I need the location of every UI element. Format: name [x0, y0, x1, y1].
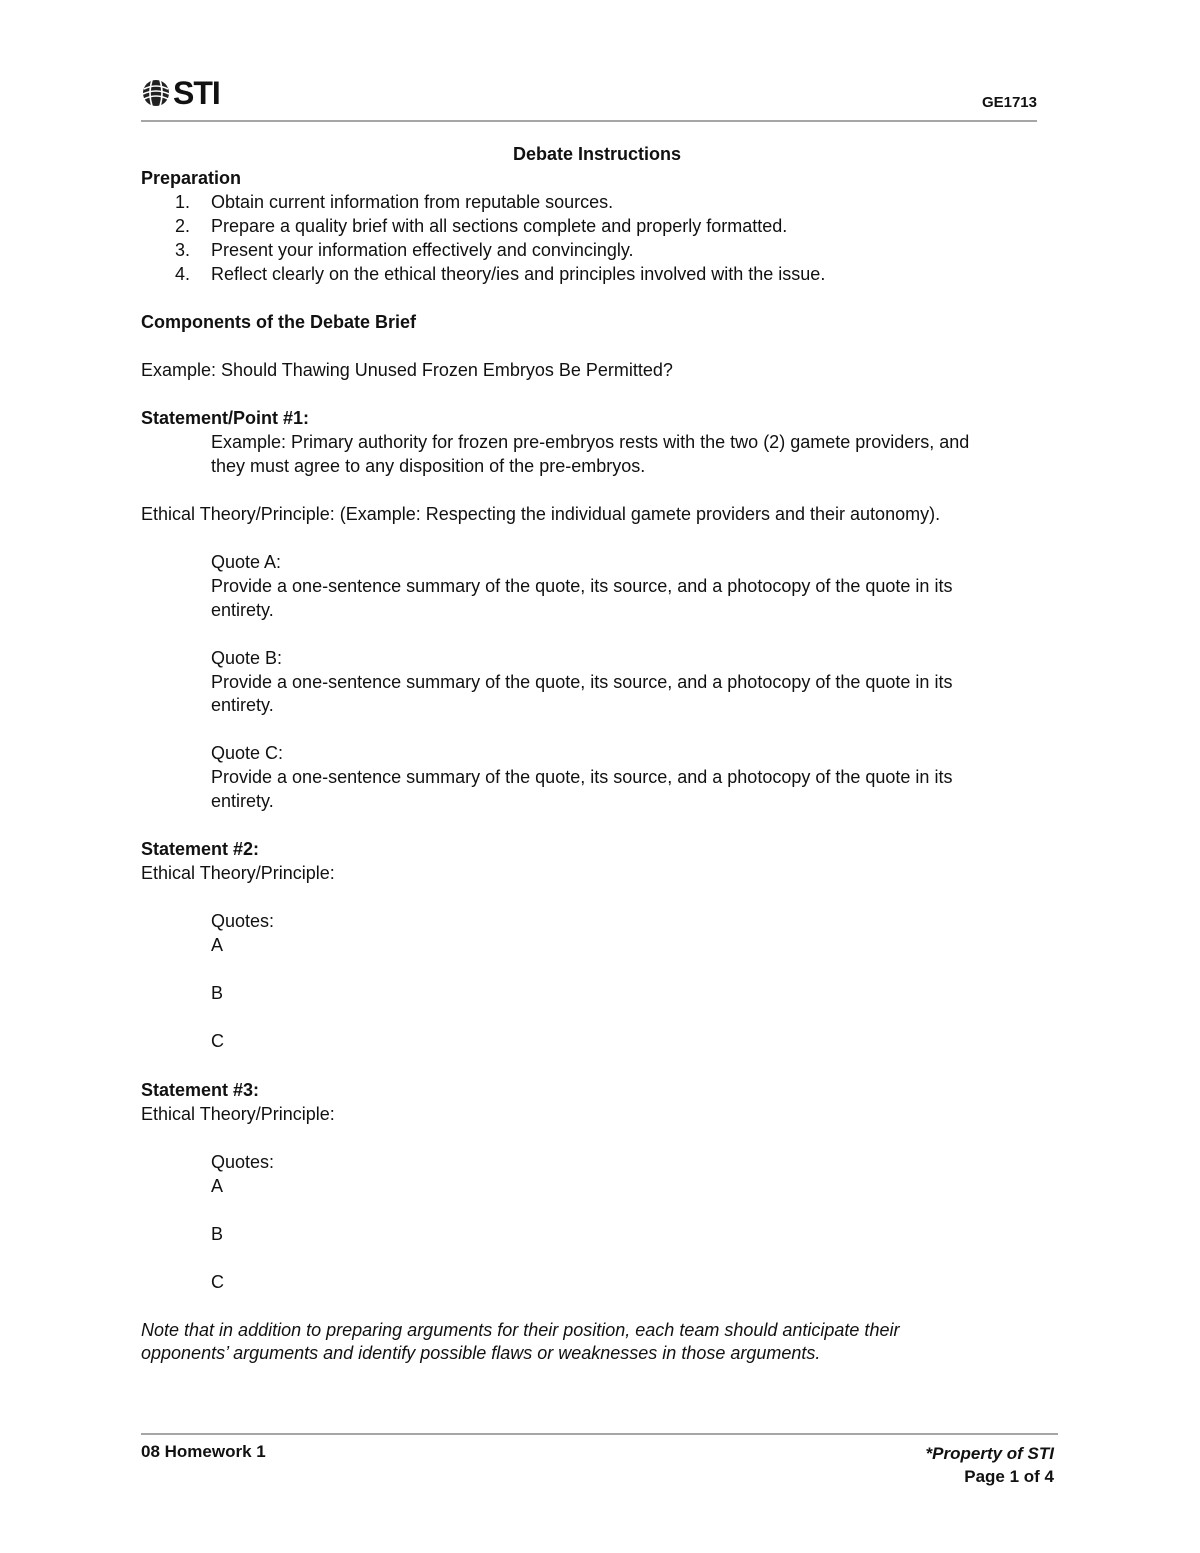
example-question: Example: Should Thawing Unused Frozen Embryos Be Permitted?	[141, 360, 673, 380]
sti-globe-icon	[141, 78, 171, 108]
quote-letter: C	[211, 1031, 224, 1051]
quote-letter: B	[211, 983, 224, 1003]
statement3-quotes-label: Quotes:	[211, 1152, 275, 1172]
quote-letter: A	[211, 935, 224, 955]
list-number: 4.	[175, 264, 191, 284]
quote-letter: C	[211, 1272, 224, 1292]
footer-document-label: 08 Homework 1	[141, 1442, 266, 1461]
list-number: 3.	[175, 240, 191, 260]
statement2-heading: Statement #2:	[141, 839, 260, 859]
logo-text: STI	[173, 75, 220, 111]
footer-page-number: Page 1 of 4	[964, 1467, 1054, 1486]
list-number: 2.	[175, 216, 191, 236]
quote-label: Quote A:	[211, 552, 282, 572]
quote-description-cont: entirety.	[211, 695, 274, 715]
components-heading: Components of the Debate Brief	[141, 312, 417, 332]
note-line2: opponents’ arguments and identify possible flaws or weaknesses in those arguments.	[141, 1343, 821, 1363]
quote-label: Quote B:	[211, 648, 283, 668]
quote-letter: A	[211, 1176, 224, 1196]
statement2-quotes-label: Quotes:	[211, 911, 275, 931]
statement1-example-line1: Example: Primary authority for frozen pre-embryos rests with the two (2) gamete providers, and	[211, 432, 970, 452]
quote-description: Provide a one-sentence summary of the quote, its source, and a photocopy of the quote in its	[211, 767, 953, 787]
quote-description: Provide a one-sentence summary of the quote, its source, and a photocopy of the quote in its	[211, 576, 953, 596]
footer-property: *Property of STI	[925, 1444, 1054, 1463]
list-number: 1.	[175, 192, 191, 212]
note-line1: Note that in addition to preparing arguments for their position, each team should anticipate their	[141, 1320, 900, 1340]
header-divider	[141, 120, 1037, 122]
statement1-example-line2: they must agree to any disposition of the pre-embryos.	[211, 456, 646, 476]
page-title: Debate Instructions	[512, 144, 682, 164]
statement1-heading: Statement/Point #1:	[141, 408, 310, 428]
sti-logo	[141, 74, 220, 112]
course-code: GE1713	[981, 94, 1037, 111]
preparation-heading: Preparation	[141, 168, 242, 188]
quote-description: Provide a one-sentence summary of the quote, its source, and a photocopy of the quote in its	[211, 672, 953, 692]
footer-divider	[141, 1433, 1058, 1435]
statement3-ethical-theory: Ethical Theory/Principle:	[141, 1104, 335, 1124]
statement1-ethical-theory: Ethical Theory/Principle: (Example: Respecting the individual gamete providers and their autonomy).	[141, 504, 941, 524]
quote-description-cont: entirety.	[211, 600, 274, 620]
statement3-heading: Statement #3:	[141, 1080, 260, 1100]
list-item: Reflect clearly on the ethical theory/ies and principles involved with the issue.	[211, 264, 826, 284]
statement2-ethical-theory: Ethical Theory/Principle:	[141, 863, 335, 883]
quote-letter: B	[211, 1224, 224, 1244]
list-item: Obtain current information from reputable sources.	[211, 192, 614, 212]
quote-description-cont: entirety.	[211, 791, 274, 811]
list-item: Present your information effectively and convincingly.	[211, 240, 634, 260]
list-item: Prepare a quality brief with all sections complete and properly formatted.	[211, 216, 788, 236]
quote-label: Quote C:	[211, 743, 284, 763]
